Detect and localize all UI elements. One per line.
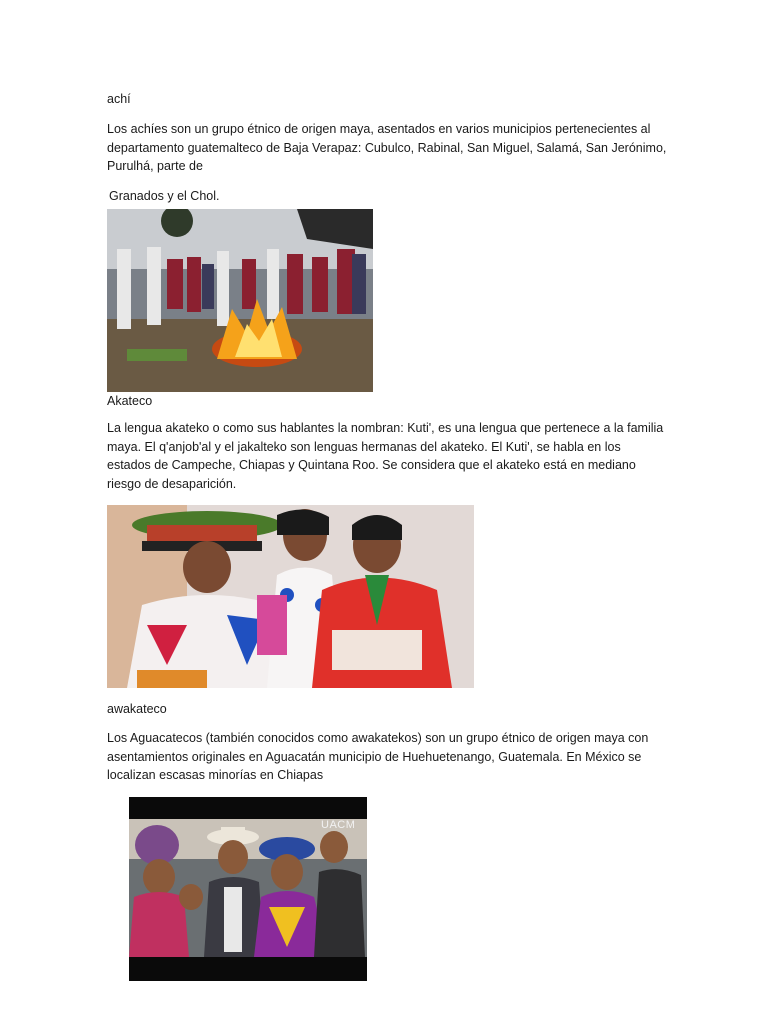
heading-achi: achí [107,92,131,106]
heading-akateco: Akateco [107,394,153,408]
paragraph-achi-continued: Granados y el Chol. [109,189,220,203]
awakateco-people-photo [129,797,367,981]
heading-awakateco: awakateco [107,702,167,716]
paragraph-awakateco: Los Aguacatecos (también conocidos como awakatekos) son un grupo étnico de origen maya con asentamientos originales en Aguacatán municipio de Huehuetenango, Guatemala. En México se localizan escasas minorías en Chiapas [107,731,649,782]
akateco-people-photo [107,505,474,688]
ceremony-fire-photo [107,209,373,392]
uacm-watermark: UACM [321,819,356,831]
paragraph-akateco: La lengua akateko o como sus hablantes la nombran: Kuti', es una lengua que pertenece a la familia maya. El q'anjob'al y el jakalteko son lenguas hermanas del akateko. El Kuti', se habla en los estados de Campeche, Chiapas y Quintana Roo. Se considera que el akateko está en mediano riesgo de desaparición. [107,421,664,491]
paragraph-achi: Los achíes son un grupo étnico de origen maya, asentados en varios municipios pertenecientes al departamento guatemalteco de Baja Verapaz: Cubulco, Rabinal, San Miguel, Salamá, San Jerónimo, Purulhá, parte de [107,122,667,173]
